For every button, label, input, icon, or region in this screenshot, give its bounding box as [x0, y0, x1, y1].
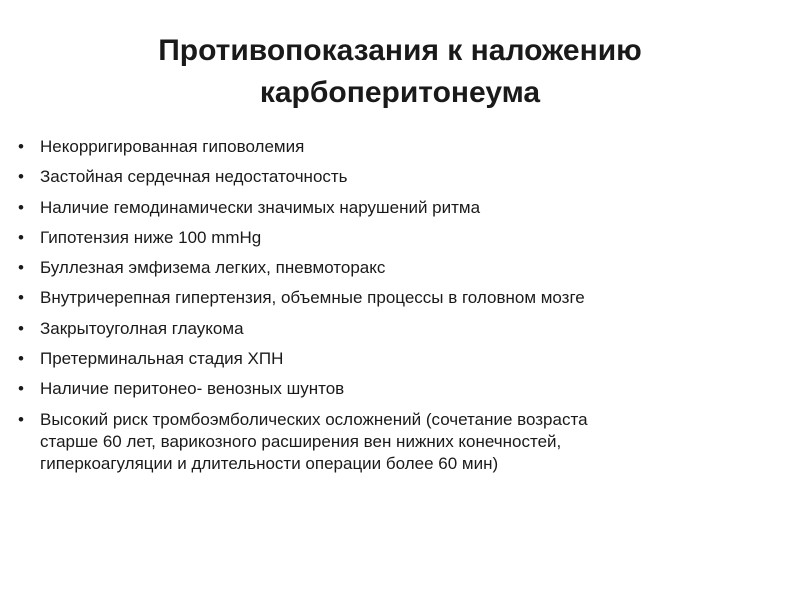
list-item-text: Внутричерепная гипертензия, объемные процессы в головном мозге [40, 288, 585, 308]
list-item [18, 409, 763, 475]
bullet-icon: • [18, 318, 24, 338]
bullet-icon: • [18, 379, 24, 399]
bullet-icon: • [18, 409, 24, 429]
list-item-text: Гипотензия ниже 100 mmHg [40, 227, 262, 247]
list-item-text: Застойная сердечная недостаточность [40, 167, 348, 187]
list-item-text: Наличие гемодинамически значимых нарушений ритма [40, 197, 481, 217]
bullet-icon: • [18, 258, 24, 278]
list-item-text-line-1: Высокий риск тромбоэмболических осложнений (сочетание возраста [40, 409, 588, 429]
list-item-text: Некорригированная гиповолемия [40, 137, 305, 156]
bullet-icon: • [18, 349, 24, 369]
list-item-text-line-2: старше 60 лет, варикозного расширения вен нижних конечностей, [40, 431, 562, 451]
bullet-icon: • [18, 288, 24, 308]
list-item [18, 197, 763, 219]
list-item [18, 227, 763, 249]
slide-title-line-1: Противопоказания к наложению [158, 34, 642, 67]
list-item [18, 318, 763, 340]
slide-title-line-2: карбоперитонеума [259, 76, 541, 109]
list-item [18, 287, 763, 309]
list-item [18, 257, 763, 279]
bullet-icon: • [18, 227, 24, 247]
list-item [18, 378, 763, 400]
bullet-icon: • [18, 137, 24, 156]
list-item-text: Буллезная эмфизема легких, пневмоторакс [40, 258, 386, 278]
list-item [18, 348, 763, 370]
list-item-text: Претерминальная стадия ХПН [40, 349, 284, 369]
contraindications-list [18, 136, 763, 483]
list-item-text [40, 409, 763, 475]
list-item [18, 136, 763, 158]
bullet-icon: • [18, 167, 24, 187]
list-item-text-line-3: гиперкоагуляции и длительности операции более 60 мин) [40, 453, 499, 473]
list-item-text: Наличие перитонео- венозных шунтов [40, 379, 345, 399]
slide-title [40, 30, 760, 114]
bullet-icon: • [18, 197, 24, 217]
list-item-text: Закрытоуголная глаукома [40, 318, 244, 338]
list-item [18, 166, 763, 188]
